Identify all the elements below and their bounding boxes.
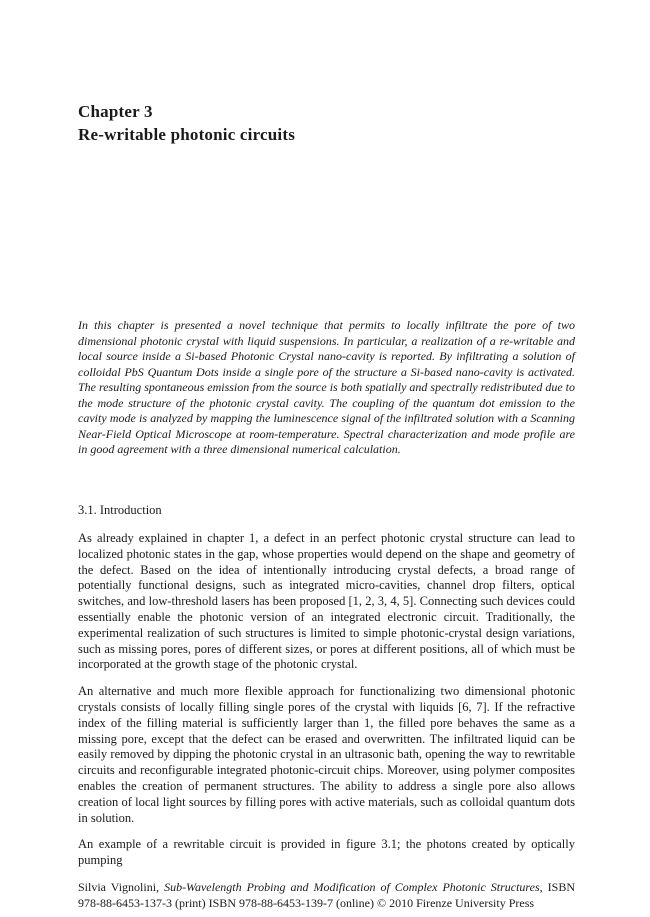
section-heading: 3.1. Introduction	[78, 503, 162, 517]
paragraph: An example of a rewritable circuit is provided in figure 3.1; the photons created by optically pumping	[78, 837, 575, 868]
chapter-abstract: In this chapter is presented a novel technique that permits to locally infiltrate the pore of two dimensional photonic crystal with liquid suspensions. In particular, a realization of a re-writable and local source inside a Si-based Photonic Crystal nano-cavity is reported. By infiltrating a solution of colloidal PbS Quantum Dots inside a single pore of the structure a Si-based nano-cavity is activated. The resulting spontaneous emission from the source is both spatially and spectrally redistributed due to the mode structure of the photonic crystal cavity. The coupling of the quantum dot emission to the cavity mode is analyzed by mapping the luminescence signal of the infiltrated solution with a Scanning Near-Field Optical Microscope at room-temperature. Spectral characterization and mode profile are in good agreement with a three dimensional numerical calculation.	[78, 318, 575, 456]
footer-book-title: Sub-Wavelength Probing and Modification of Complex Photonic Structures	[164, 880, 540, 894]
body-text	[78, 531, 575, 880]
chapter-label: Chapter 3	[78, 102, 153, 121]
chapter-heading	[78, 100, 575, 146]
footer-isbn-copyright: , ISBN 978-88-6453-137-3 (print) ISBN 978-88-6453-139-7 (online) © 2010 Firenze University Press	[78, 880, 575, 910]
footer-imprint	[78, 879, 575, 911]
chapter-title: Re-writable photonic circuits	[78, 125, 296, 144]
footer-author: Silvia Vignolini,	[78, 880, 165, 894]
paragraph: As already explained in chapter 1, a defect in an perfect photonic crystal structure can lead to localized photonic states in the gap, whose properties would depend on the shape and geometry of the defect. Based on the idea of intentionally introducing crystal defects, a broad range of potentially functional designs, such as integrated micro-cavities, channel drop filters, optical switches, and low-threshold lasers has been proposed [1, 2, 3, 4, 5]. Connecting such devices could essentially enable the photonic version of an integrated electronic circuit. Traditionally, the experimental realization of such structures is limited to simple photonic-crystal design variations, such as missing pores, pores of different sizes, or pores at different positions, all of which must be incorporated at the growth stage of the photonic crystal.	[78, 531, 575, 672]
paragraph: An alternative and much more flexible approach for functionalizing two dimensional photonic crystals consists of locally filling single pores of the crystal with liquids [6, 7]. If the refractive index of the filling material is sufficiently larger than 1, the filled pore behaves the same as a missing pore, except that the defect can be erased and overwritten. The infiltrated liquid can be easily removed by dipping the photonic crystal in an ultrasonic bath, opening the way to rewritable circuits and reconfigurable integrated photonic-circuit chips. Moreover, using polymer composites enables the creation of permanent structures. The ability to address a single pore also allows creation of local light sources by filling pores with active materials, such as colloidal quantum dots in solution.	[78, 684, 575, 825]
